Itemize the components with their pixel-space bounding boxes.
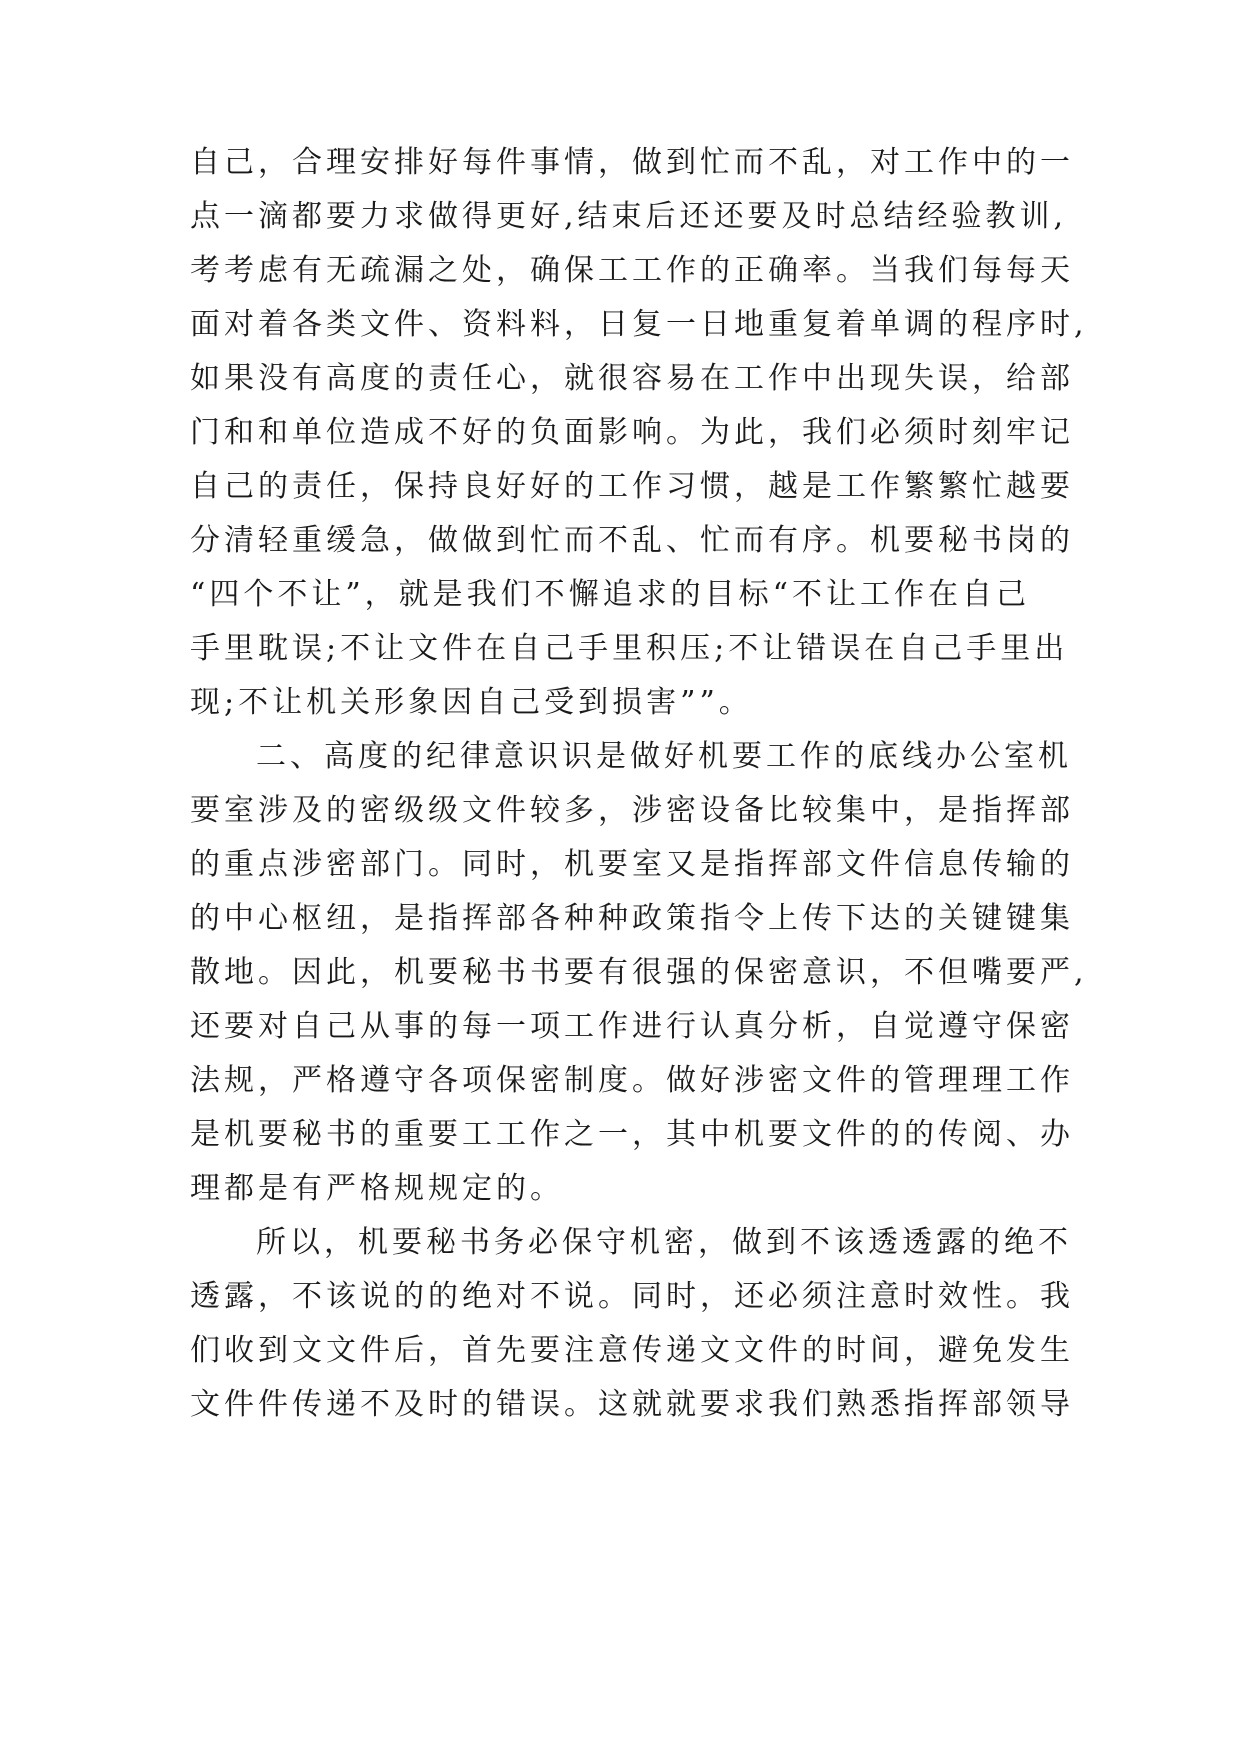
text-line: 自己的责任，保持良好好的工作习惯，越是工作繁繁忙越要: [190, 469, 1074, 504]
text-line: 散地。因此，机要秘书书要有很强的保密意识，不但嘴要严,: [190, 955, 1088, 990]
text-line: 手里耽误;不让文件在自己手里积压;不让错误在自己手里出: [190, 631, 1069, 666]
text-line: 法规，严格遵守各项保密制度。做好涉密文件的管理理工作: [190, 1063, 1074, 1098]
text-line: 文件件传递不及时的错误。这就就要求我们熟悉指挥部领导: [190, 1387, 1074, 1422]
text-line: 如果没有高度的责任心，就很容易在工作中出现失误，给部: [190, 361, 1074, 396]
text-line: 分清轻重缓急，做做到忙而不乱、忙而有序。机要秘书岗的: [190, 523, 1074, 558]
text-line: “四个不让”，就是我们不懈追求的目标“不让工作在自己: [190, 577, 1031, 612]
text-line: 的中心枢纽，是指挥部各种种政策指令上传下达的关键键集: [190, 901, 1074, 936]
text-line: 要室涉及的密级级文件较多，涉密设备比较集中，是指挥部: [190, 793, 1074, 828]
text-line: 理都是有严格规规定的。: [190, 1171, 564, 1206]
paragraph-first-line: 所以，机要秘书务必保守机密，做到不该透透露的绝不: [256, 1225, 1072, 1260]
text-line: 们收到文文件后，首先要注意传递文文件的时间，避免发生: [190, 1333, 1074, 1368]
text-line: 现;不让机关形象因自己受到损害””。: [190, 685, 753, 720]
text-line: 面对着各类文件、资料料，日复一日地重复着单调的程序时,: [190, 307, 1088, 342]
text-line: 透露，不该说的的绝对不说。同时，还必须注意时效性。我: [190, 1279, 1074, 1314]
text-line: 还要对自己从事的每一项工作进行认真分析，自觉遵守保密: [190, 1009, 1074, 1044]
text-line: 自己，合理安排好每件事情，做到忙而不乱，对工作中的一: [190, 145, 1074, 180]
text-line: 的重点涉密部门。同时，机要室又是指挥部文件信息传输的: [190, 847, 1074, 882]
text-line: 点一滴都要力求做得更好,结束后还还要及时总结经验教训,: [190, 199, 1068, 234]
text-line: 是机要秘书的重要工工作之一，其中机要文件的的传阅、办: [190, 1117, 1074, 1152]
paragraph-first-line: 二、高度的纪律意识识是做好机要工作的底线办公室机: [256, 739, 1072, 774]
text-line: 考考虑有无疏漏之处，确保工工作的正确率。当我们每每天: [190, 253, 1074, 288]
text-line: 门和和单位造成不好的负面影响。为此，我们必须时刻牢记: [190, 415, 1074, 450]
